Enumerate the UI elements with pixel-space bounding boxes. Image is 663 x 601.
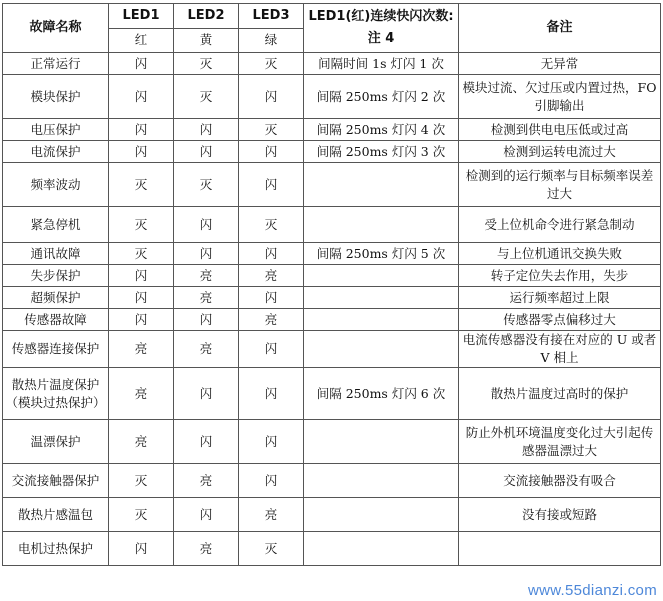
blink-count-cell <box>304 309 459 331</box>
fault-name-cell: 电机过热保护 <box>3 532 109 566</box>
blink-count-cell: 间隔 250ms 灯闪 5 次 <box>304 243 459 265</box>
led3-cell: 闪 <box>239 464 304 498</box>
blink-count-cell <box>304 331 459 368</box>
led1-cell: 灭 <box>109 207 174 243</box>
led2-cell: 灭 <box>174 75 239 119</box>
blink-count-cell <box>304 265 459 287</box>
fault-name-cell: 频率波动 <box>3 163 109 207</box>
blink-count-cell <box>304 207 459 243</box>
led3-cell: 亮 <box>239 309 304 331</box>
led1-cell: 闪 <box>109 532 174 566</box>
table-row <box>3 287 661 309</box>
header-led3-color: 绿 <box>239 28 304 53</box>
blink-count-cell: 间隔 250ms 灯闪 4 次 <box>304 119 459 141</box>
remark-cell: 模块过流、欠过压或内置过热，FO 引脚输出 <box>459 75 661 119</box>
fault-name-cell: 模块保护 <box>3 75 109 119</box>
led2-cell: 闪 <box>174 368 239 420</box>
remark-cell: 交流接触器没有吸合 <box>459 464 661 498</box>
remark-cell: 电流传感器没有接在对应的 U 或者 V 相上 <box>459 331 661 368</box>
fault-name-cell: 散热片感温包 <box>3 498 109 532</box>
led2-cell: 闪 <box>174 207 239 243</box>
blink-count-cell: 间隔 250ms 灯闪 2 次 <box>304 75 459 119</box>
led3-cell: 亮 <box>239 265 304 287</box>
table-row <box>3 331 661 368</box>
led2-cell: 灭 <box>174 53 239 75</box>
remark-cell: 防止外机环境温度变化过大引起传感器温漂过大 <box>459 420 661 464</box>
fault-name-cell: 电流保护 <box>3 141 109 163</box>
led2-cell: 闪 <box>174 119 239 141</box>
led1-cell: 灭 <box>109 243 174 265</box>
led1-cell: 闪 <box>109 265 174 287</box>
fault-name-cell: 传感器故障 <box>3 309 109 331</box>
remark-cell: 运行频率超过上限 <box>459 287 661 309</box>
remark-cell: 受上位机命令进行紧急制动 <box>459 207 661 243</box>
led3-cell: 闪 <box>239 163 304 207</box>
blink-count-cell: 间隔 250ms 灯闪 3 次 <box>304 141 459 163</box>
led1-cell: 闪 <box>109 75 174 119</box>
led3-cell: 闪 <box>239 368 304 420</box>
fault-name-cell: 紧急停机 <box>3 207 109 243</box>
header-led2: LED2 <box>174 4 239 29</box>
header-remarks: 备注 <box>459 4 661 53</box>
remark-cell <box>459 532 661 566</box>
led3-cell: 灭 <box>239 53 304 75</box>
watermark: www.55dianzi.com <box>527 582 657 599</box>
table-row <box>3 243 661 265</box>
fault-name-cell: 超频保护 <box>3 287 109 309</box>
led3-cell: 灭 <box>239 532 304 566</box>
remark-cell: 与上位机通讯交换失败 <box>459 243 661 265</box>
led3-cell: 闪 <box>239 331 304 368</box>
remark-cell: 检测到运转电流过大 <box>459 141 661 163</box>
header-led3: LED3 <box>239 4 304 29</box>
header-blink-count <box>304 4 459 53</box>
header-led2-color: 黄 <box>174 28 239 53</box>
led3-cell: 闪 <box>239 420 304 464</box>
header-led1: LED1 <box>109 4 174 29</box>
led1-cell: 亮 <box>109 368 174 420</box>
led2-cell: 闪 <box>174 498 239 532</box>
led1-cell: 亮 <box>109 420 174 464</box>
table-row <box>3 53 661 75</box>
table-row <box>3 265 661 287</box>
remark-cell: 转子定位失去作用，失步 <box>459 265 661 287</box>
led3-cell: 闪 <box>239 243 304 265</box>
header-blink-count-label: LED1(红)连续快闪次数: <box>308 9 454 24</box>
blink-count-cell: 间隔 250ms 灯闪 6 次 <box>304 368 459 420</box>
header-fault-name: 故障名称 <box>3 4 109 53</box>
remark-cell: 散热片温度过高时的保护 <box>459 368 661 420</box>
fault-name-cell: 交流接触器保护 <box>3 464 109 498</box>
led2-cell: 闪 <box>174 141 239 163</box>
remark-cell: 传感器零点偏移过大 <box>459 309 661 331</box>
led1-cell: 灭 <box>109 163 174 207</box>
table-row <box>3 207 661 243</box>
led1-cell: 灭 <box>109 464 174 498</box>
led3-cell: 闪 <box>239 75 304 119</box>
led2-cell: 亮 <box>174 532 239 566</box>
blink-count-cell <box>304 420 459 464</box>
fault-name-cell: 通讯故障 <box>3 243 109 265</box>
blink-count-cell: 间隔时间 1s 灯闪 1 次 <box>304 53 459 75</box>
led1-cell: 灭 <box>109 498 174 532</box>
led1-cell: 闪 <box>109 53 174 75</box>
header-blink-note: 注 4 <box>367 31 395 46</box>
table-row <box>3 464 661 498</box>
table-row <box>3 309 661 331</box>
remark-cell: 检测到供电电压低或过高 <box>459 119 661 141</box>
led1-cell: 闪 <box>109 309 174 331</box>
led2-cell: 亮 <box>174 464 239 498</box>
table-row <box>3 141 661 163</box>
fault-name-cell: 失步保护 <box>3 265 109 287</box>
led2-cell: 灭 <box>174 163 239 207</box>
fault-name-cell: 正常运行 <box>3 53 109 75</box>
blink-count-cell <box>304 464 459 498</box>
led3-cell: 灭 <box>239 207 304 243</box>
blink-count-cell <box>304 532 459 566</box>
led2-cell: 闪 <box>174 309 239 331</box>
table-row <box>3 420 661 464</box>
table-row <box>3 163 661 207</box>
remark-cell: 没有接或短路 <box>459 498 661 532</box>
table-row <box>3 532 661 566</box>
led2-cell: 亮 <box>174 287 239 309</box>
remark-cell: 检测到的运行频率与目标频率误差过大 <box>459 163 661 207</box>
header-led1-color: 红 <box>109 28 174 53</box>
led3-cell: 闪 <box>239 141 304 163</box>
led1-cell: 闪 <box>109 287 174 309</box>
remark-cell: 无异常 <box>459 53 661 75</box>
led2-cell: 亮 <box>174 265 239 287</box>
fault-name-cell: 散热片温度保护（模块过热保护） <box>3 368 109 420</box>
blink-count-cell <box>304 498 459 532</box>
fault-led-table <box>2 3 661 566</box>
fault-name-cell: 传感器连接保护 <box>3 331 109 368</box>
table-row <box>3 75 661 119</box>
led3-cell: 闪 <box>239 287 304 309</box>
led1-cell: 亮 <box>109 331 174 368</box>
led1-cell: 闪 <box>109 119 174 141</box>
table-row <box>3 119 661 141</box>
led3-cell: 亮 <box>239 498 304 532</box>
led2-cell: 闪 <box>174 243 239 265</box>
table-body <box>3 53 661 566</box>
table-row <box>3 498 661 532</box>
fault-name-cell: 温漂保护 <box>3 420 109 464</box>
led2-cell: 闪 <box>174 420 239 464</box>
led3-cell: 灭 <box>239 119 304 141</box>
blink-count-cell <box>304 287 459 309</box>
led2-cell: 亮 <box>174 331 239 368</box>
table-row <box>3 368 661 420</box>
fault-name-cell: 电压保护 <box>3 119 109 141</box>
blink-count-cell <box>304 163 459 207</box>
led1-cell: 闪 <box>109 141 174 163</box>
